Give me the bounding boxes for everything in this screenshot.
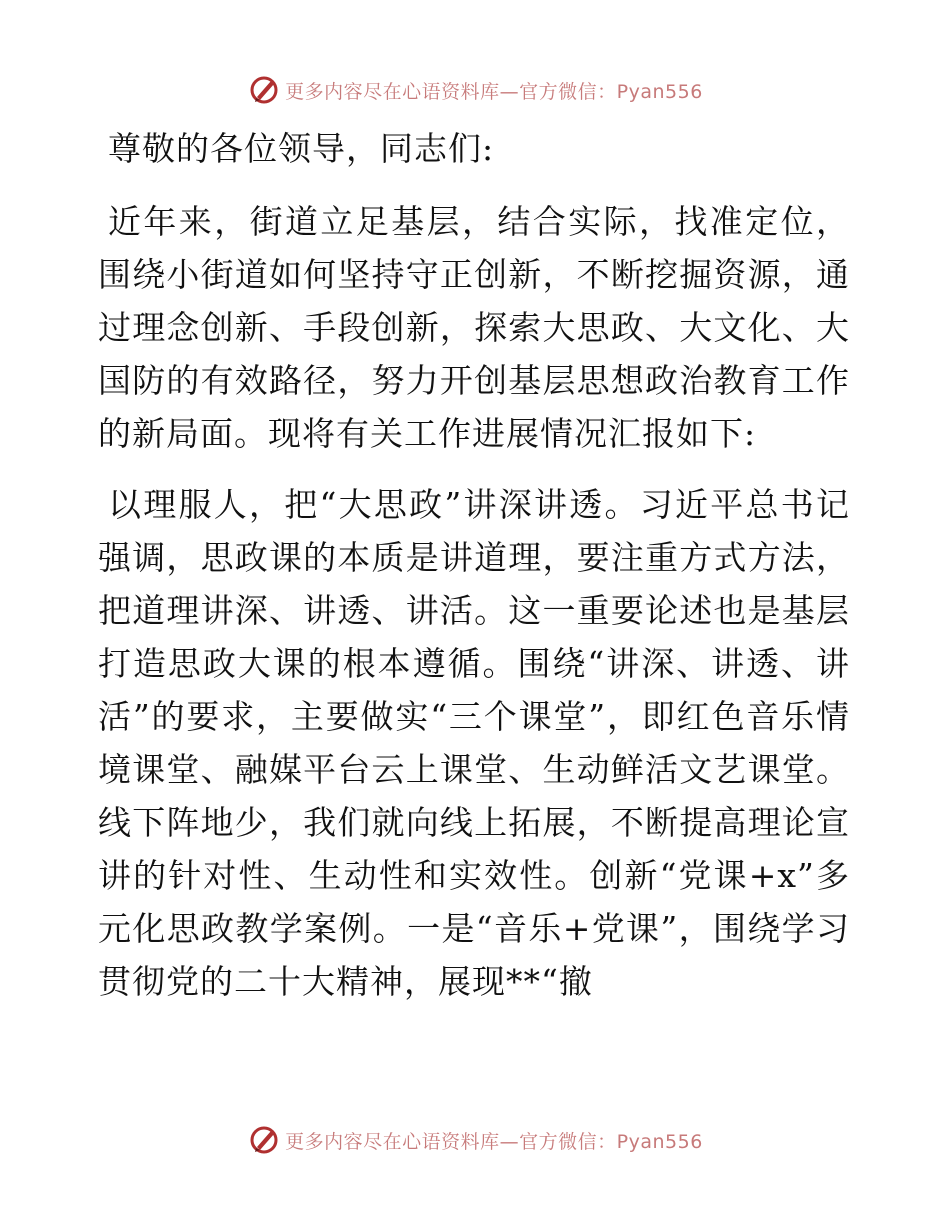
paragraph-intro: 近年来，街道立足基层，结合实际，找准定位，围绕小街道如何坚持守正创新，不断挖掘资源，通过理念创新、手段创新，探索大思政、大文化、大国防的有效路径，努力开创基层思想政治教育工作的新局面。现将有关工作进展情况汇报如下: <box>98 202 850 453</box>
footer-watermark <box>0 1120 950 1160</box>
paragraph-main: 以理服人，把“大思政”讲深讲透。习近平总书记强调，思政课的本质是讲道理，要注重方式方法，把道理讲深、讲透、讲活。这一重要论述也是基层打造思政大课的根本遵循。围绕“讲深、讲透、讲活”的要求，主要做实“三个课堂”，即红色音乐情境课堂、融媒平台云上课堂、生动鲜活文艺课堂。线下阵地少，我们就向线上拓展，不断提高理论宣讲的针对性、生动性和实效性。创新“党课+x”多元化思政教学案例。一是“音乐+党课”，围绕学习贯彻党的二十大精神，展现**“撤 <box>98 485 850 1001</box>
watermark-text: 更多内容尽在心语资料库—官方微信：Pyan556 <box>285 1130 703 1153</box>
greeting: 尊敬的各位领导，同志们: <box>108 129 495 168</box>
document-body <box>98 122 850 1026</box>
quill-logo-icon <box>247 73 281 107</box>
quill-logo-icon <box>247 1123 281 1157</box>
watermark-text: 更多内容尽在心语资料库—官方微信：Pyan556 <box>285 80 703 103</box>
header-watermark <box>0 70 950 110</box>
